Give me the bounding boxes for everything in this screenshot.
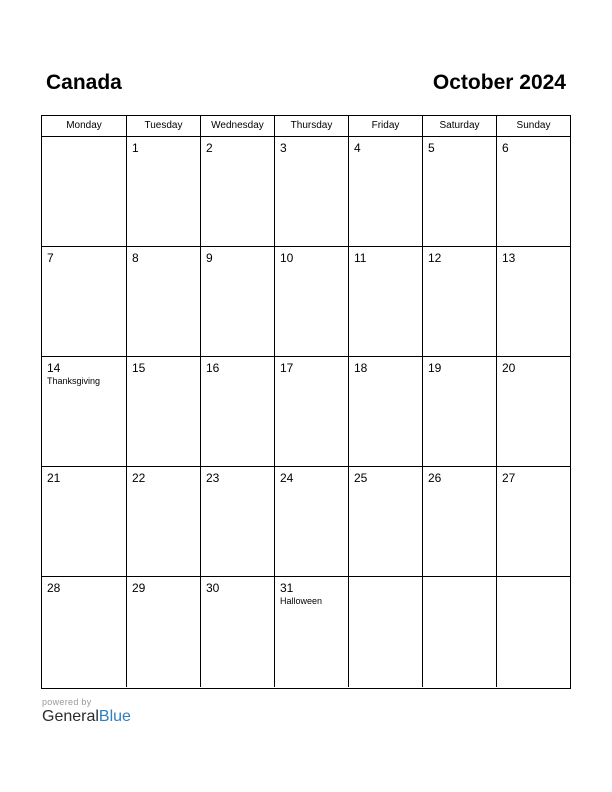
holiday-label: Thanksgiving xyxy=(47,376,101,386)
day-number: 5 xyxy=(428,141,435,155)
day-cell[interactable] xyxy=(349,247,423,356)
day-cell[interactable] xyxy=(349,467,423,576)
week-row xyxy=(42,137,570,247)
weekday-label: Sunday xyxy=(516,120,551,131)
day-number: 19 xyxy=(428,361,442,375)
day-number: 12 xyxy=(428,251,442,265)
day-cell[interactable] xyxy=(423,247,497,356)
day-cell[interactable] xyxy=(42,247,127,356)
day-cell[interactable] xyxy=(201,357,275,466)
day-cell[interactable] xyxy=(497,137,570,246)
week-row xyxy=(42,467,570,577)
day-number: 30 xyxy=(206,581,220,595)
day-number: 4 xyxy=(354,141,361,155)
week-row xyxy=(42,357,570,467)
day-cell[interactable] xyxy=(42,467,127,576)
day-cell[interactable] xyxy=(497,357,570,466)
day-number: 1 xyxy=(132,141,139,155)
day-number: 13 xyxy=(502,251,516,265)
week-row xyxy=(42,247,570,357)
footer xyxy=(42,697,131,727)
day-cell[interactable] xyxy=(201,577,275,687)
day-number: 11 xyxy=(354,251,367,265)
day-cell[interactable] xyxy=(127,357,201,466)
day-cell[interactable] xyxy=(201,137,275,246)
month-title: October 2024 xyxy=(432,71,566,94)
day-cell[interactable] xyxy=(275,137,349,246)
day-cell[interactable] xyxy=(349,137,423,246)
day-cell[interactable] xyxy=(423,577,497,687)
day-number: 8 xyxy=(132,251,139,265)
day-cell[interactable] xyxy=(201,247,275,356)
day-cell[interactable] xyxy=(42,137,127,246)
brand-blue-text: Blue xyxy=(98,708,131,725)
calendar-grid xyxy=(41,115,571,689)
weekday-label: Monday xyxy=(42,116,127,136)
country-title: Canada xyxy=(46,71,122,94)
day-number: 9 xyxy=(206,251,213,265)
day-number: 7 xyxy=(47,251,54,265)
day-cell[interactable] xyxy=(497,467,570,576)
day-cell[interactable] xyxy=(42,357,127,466)
day-number: 22 xyxy=(132,471,146,485)
week-row xyxy=(42,577,570,687)
day-cell[interactable] xyxy=(423,137,497,246)
day-cell[interactable] xyxy=(275,357,349,466)
day-cell[interactable] xyxy=(349,357,423,466)
day-number: 29 xyxy=(132,581,146,595)
weekday-label: Tuesday xyxy=(127,116,201,136)
calendar-header xyxy=(46,71,566,99)
day-cell[interactable] xyxy=(127,247,201,356)
day-cell[interactable] xyxy=(42,577,127,687)
day-cell[interactable] xyxy=(127,577,201,687)
generalblue-logo[interactable] xyxy=(42,707,131,727)
day-cell[interactable] xyxy=(127,137,201,246)
holiday-label: Halloween xyxy=(280,596,323,606)
weekday-label: Saturday xyxy=(423,116,497,136)
day-number: 15 xyxy=(132,361,146,375)
day-number: 23 xyxy=(206,471,220,485)
brand-general-text: General xyxy=(42,708,99,725)
day-number: 16 xyxy=(206,361,220,375)
day-number: 31 xyxy=(280,581,294,595)
day-number: 24 xyxy=(280,471,294,485)
day-number: 18 xyxy=(354,361,368,375)
day-cell[interactable] xyxy=(275,467,349,576)
day-cell[interactable] xyxy=(127,467,201,576)
day-number: 27 xyxy=(502,471,516,485)
weekday-label: Wednesday xyxy=(201,116,275,136)
day-cell[interactable] xyxy=(201,467,275,576)
day-cell[interactable] xyxy=(275,247,349,356)
day-number: 26 xyxy=(428,471,442,485)
day-number: 17 xyxy=(280,361,294,375)
day-number: 14 xyxy=(47,361,61,375)
day-number: 21 xyxy=(47,471,61,485)
day-cell[interactable] xyxy=(497,247,570,356)
day-number: 2 xyxy=(206,141,213,155)
day-number: 28 xyxy=(47,581,61,595)
day-number: 10 xyxy=(280,251,294,265)
day-cell[interactable] xyxy=(497,577,570,687)
day-cell[interactable] xyxy=(423,467,497,576)
day-number: 3 xyxy=(280,141,287,155)
weekday-header-row xyxy=(42,116,570,137)
day-number: 25 xyxy=(354,471,368,485)
day-cell[interactable] xyxy=(275,577,349,687)
day-cell[interactable] xyxy=(423,357,497,466)
day-number: 20 xyxy=(502,361,516,375)
weekday-label: Thursday xyxy=(275,116,349,136)
weeks-container xyxy=(42,137,570,687)
day-number: 6 xyxy=(502,141,509,155)
day-cell[interactable] xyxy=(349,577,423,687)
powered-by-text: powered by xyxy=(42,697,92,707)
weekday-label: Friday xyxy=(349,116,423,136)
